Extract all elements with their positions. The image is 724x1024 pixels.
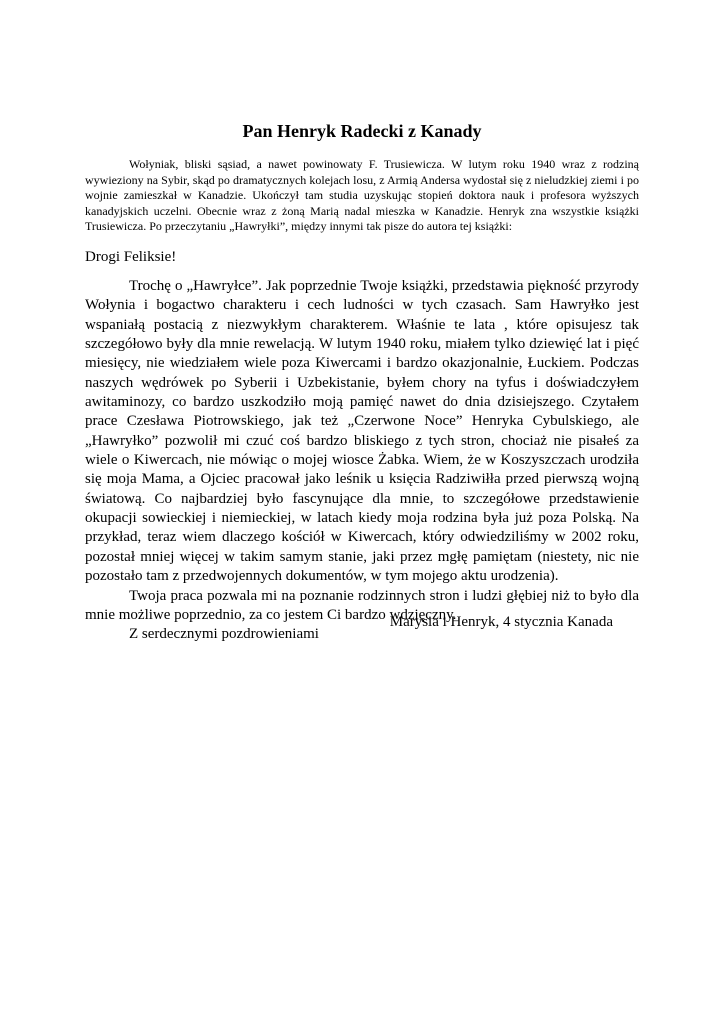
letter-paragraph: Trochę o „Hawryłce”. Jak poprzednie Twoje książki, przedstawia piękność przyrody Wołynia i bogactwo charakteru i cech ludności w tych czasach. Sam Hawryłko jest wspaniałą postacią z niezwykłym charakterem. Właśnie te lata , które opisujesz tak szczegółowo były dla mnie rewelacją. W lutym 1940 roku, miałem tylko dziewięć lat i pięć miesięcy, nie wiedziałem wiele poza Kiwercami i bardzo okazjonalnie, Łuckiem. Podczas naszych wędrówek po Syberii i Uzbekistanie, byłem chory na tyfus i doświadczyłem awitaminozy, co bardzo uszkodziło moją pamięć nawet do dnia dzisiejszego. Czytałem prace Czesława Piotrowskiego, jak też „Czerwone Noce” Henryka Cybulskiego, ale „Hawryłko” pozwolił mi czuć coś bardzo bliskiego z tych stron, chociaż nie pisałeś za wiele o Kiwercach, nie mówiąc o mojej wiosce Żabka. Wiem, że w Koszyszczach urodziła się moja Mama, a Ojciec pracował jako leśnik u księcia Radziwiłła przed pierwszą wojną światową. Co najbardziej było fascynujące dla mnie, to szczegółowe przedstawienie okupacji sowieckiej i niemieckiej, w latach kiedy moja rodzina była już poza Polską. Na przykład, teraz wiem dlaczego kościół w Kiwercach, który odwiedziliśmy w 2002 roku, pozostał mniej więcej w takim samym stanie, jaki przez mgłę pamiętam (niestety, nic nie pozostało tam z przedwojennych dokumentów, w tym mojego aktu urodzenia). — [85, 278, 639, 585]
letter-signature: Marysia i Henryk, 4 stycznia Kanada — [389, 614, 613, 630]
letter-paragraph: Twoja praca pozwala mi na poznanie rodzinnych stron i ludzi głębiej niż to było dla mnie możliwe poprzednio, za co jestem Ci bardzo wdzięczny. — [85, 587, 639, 623]
document-title: Pan Henryk Radecki z Kanady — [242, 121, 482, 141]
letter-closing: Z serdecznymi pozdrowieniami — [129, 626, 319, 643]
letter-greeting: Drogi Feliksie! — [85, 249, 177, 265]
letter-body — [85, 277, 639, 645]
intro-paragraph: Wołyniak, bliski sąsiad, a nawet powinowaty F. Trusiewicza. W lutym roku 1940 wraz z rodziną wywieziony na Sybir, skąd po dramatycznych kolejach losu, z Armią Andersa wydostał się z nieludzkiej ziemi i po wojnie zamieszkał w Kanadzie. Ukończył tam studia uzyskując stopień doktora nauk i profesora wyższych kanadyjskich uczelni. Obecnie wraz z żoną Marią nadal mieszka w Kanadzie. Henryk zna wszystkie książki Trusiewicza. Po przeczytaniu „Hawryłki”, między innymi tak pisze do autora tej książki: — [85, 157, 639, 233]
